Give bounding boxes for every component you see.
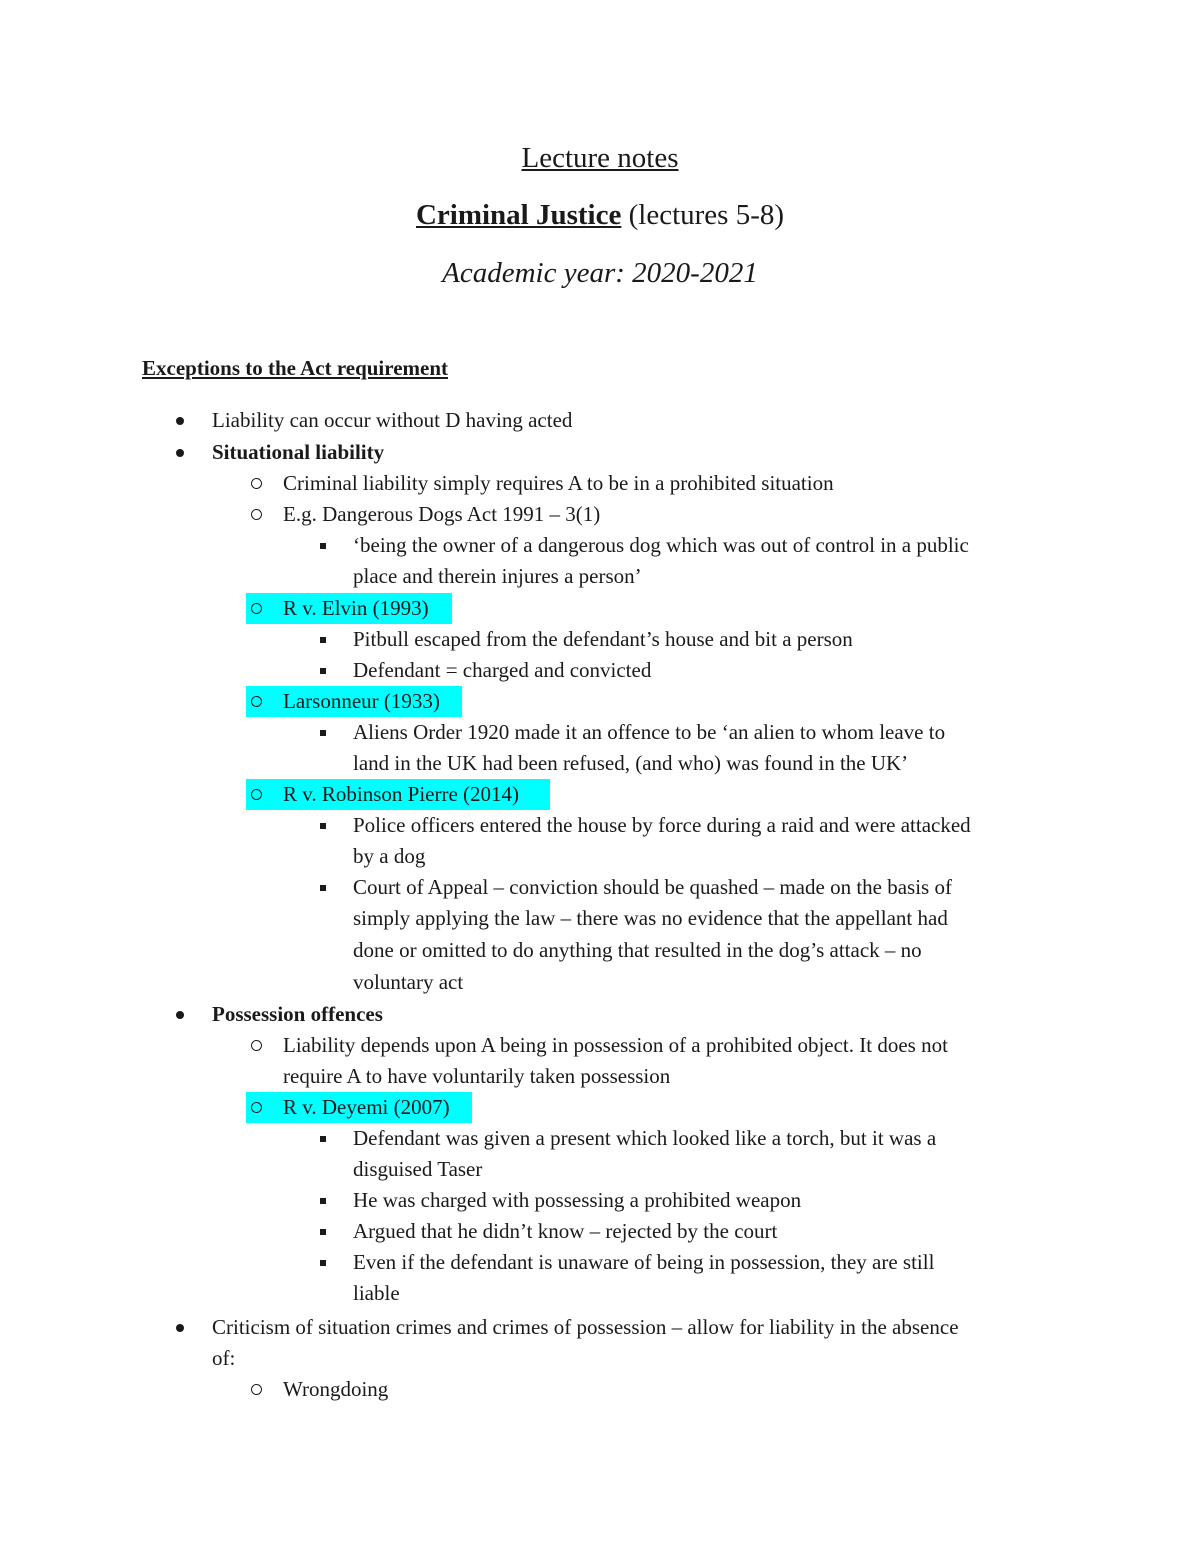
bullet-square-icon: [318, 624, 328, 655]
list-item-heading: Possession offences: [212, 1002, 383, 1026]
bullet-disc-icon: [174, 405, 186, 436]
course-lectures: (lectures 5-8): [621, 199, 785, 231]
list-item: Argued that he didn’t know – rejected by the court: [353, 1219, 778, 1243]
list-item: Liability can occur without D having acted: [212, 408, 573, 432]
bullet-square-icon: [318, 1185, 328, 1216]
list-item: Aliens Order 1920 made it an offence to be ‘an alien to whom leave to: [353, 720, 946, 744]
list-item-continuation: done or omitted to do anything that resulted in the dog’s attack – no: [353, 938, 922, 962]
case-name: R v. Robinson Pierre (2014): [283, 782, 520, 806]
bullet-square-icon: [318, 530, 328, 561]
course-heading: [0, 199, 1200, 232]
bullet-square-icon: [318, 810, 328, 841]
list-item: Criticism of situation crimes and crimes of possession – allow for liability in the absence: [212, 1315, 959, 1339]
bullet-disc-icon: [174, 999, 186, 1030]
bullet-circle-icon: [249, 593, 263, 624]
academic-year: Academic year: 2020-2021: [442, 257, 758, 289]
list-item-continuation: simply applying the law – there was no evidence that the appellant had: [353, 906, 948, 930]
bullet-disc-icon: [174, 1312, 186, 1343]
bullet-circle-icon: [249, 468, 263, 499]
list-item-continuation: disguised Taser: [353, 1157, 483, 1181]
list-item: Police officers entered the house by force during a raid and were attacked: [353, 813, 971, 837]
bullet-square-icon: [318, 1247, 328, 1278]
list-item: Defendant was given a present which looked like a torch, but it was a: [353, 1126, 937, 1150]
list-item-continuation: land in the UK had been refused, (and who) was found in the UK’: [353, 751, 909, 775]
bullet-circle-icon: [249, 779, 263, 810]
list-item-continuation: liable: [353, 1281, 400, 1305]
document-title: Lecture notes: [521, 142, 679, 174]
list-item-continuation: place and therein injures a person’: [353, 564, 642, 588]
bullet-circle-icon: [249, 1030, 263, 1061]
list-item-continuation: of:: [212, 1346, 236, 1370]
course-subject: Criminal Justice: [415, 199, 622, 231]
list-item: Pitbull escaped from the defendant’s house and bit a person: [353, 627, 853, 651]
bullet-circle-icon: [249, 686, 263, 717]
case-name: R v. Elvin (1993): [283, 596, 429, 620]
bullet-square-icon: [318, 655, 328, 686]
list-item: Defendant = charged and convicted: [353, 658, 652, 682]
bullet-square-icon: [318, 1123, 328, 1154]
case-name: R v. Deyemi (2007): [283, 1095, 450, 1119]
list-item-continuation: voluntary act: [353, 970, 464, 994]
bullet-square-icon: [318, 717, 328, 748]
list-item: Court of Appeal – conviction should be quashed – made on the basis of: [353, 875, 952, 899]
case-name: Larsonneur (1933): [283, 689, 440, 713]
bullet-circle-icon: [249, 1092, 263, 1123]
list-item-continuation: by a dog: [353, 844, 426, 868]
list-item-continuation: require A to have voluntarily taken possession: [283, 1064, 671, 1088]
bullet-circle-icon: [249, 1374, 263, 1405]
list-item: Wrongdoing: [283, 1377, 389, 1401]
list-item: ‘being the owner of a dangerous dog which was out of control in a public: [353, 533, 969, 557]
list-item-heading: Situational liability: [212, 440, 385, 464]
section-heading: Exceptions to the Act requirement: [142, 356, 449, 380]
list-item: Liability depends upon A being in possession of a prohibited object. It does not: [283, 1033, 948, 1057]
bullet-disc-icon: [174, 437, 186, 468]
list-item: Criminal liability simply requires A to be in a prohibited situation: [283, 471, 834, 495]
list-item: E.g. Dangerous Dogs Act 1991 – 3(1): [283, 502, 601, 526]
bullet-square-icon: [318, 872, 328, 903]
list-item: Even if the defendant is unaware of being in possession, they are still: [353, 1250, 935, 1274]
list-item: He was charged with possessing a prohibited weapon: [353, 1188, 802, 1212]
bullet-square-icon: [318, 1216, 328, 1247]
bullet-circle-icon: [249, 499, 263, 530]
